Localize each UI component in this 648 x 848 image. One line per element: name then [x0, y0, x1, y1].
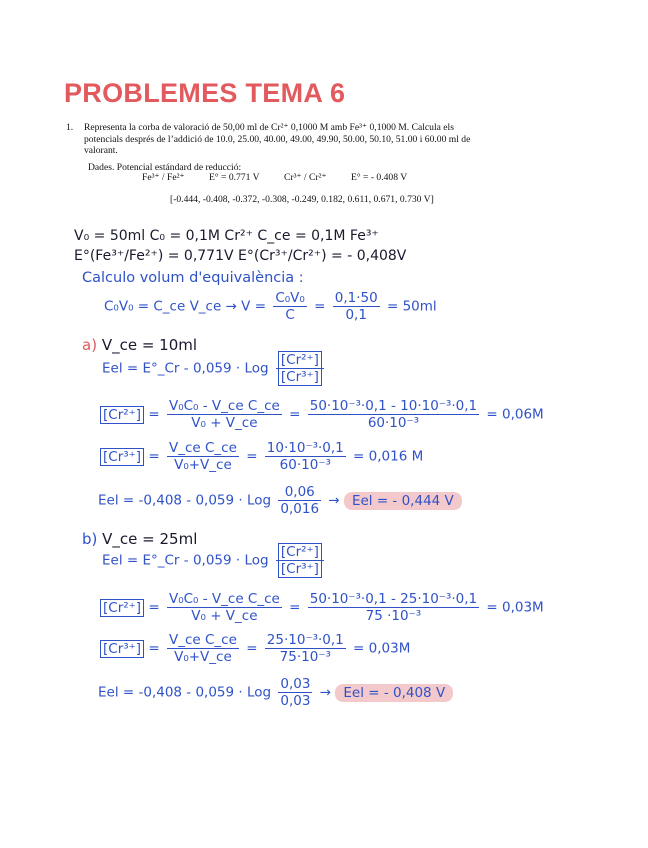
b-cr2-den: 75 ·10⁻³: [365, 608, 422, 624]
pot2-couple: Cr³⁺ / Cr²⁺: [284, 172, 327, 183]
standard-potentials: [142, 172, 429, 183]
b-final-fraction: [278, 676, 312, 709]
pot2-value: E° = - 0.408 V: [350, 172, 408, 183]
pot1-couple: Fe³⁺ / Fe²⁺: [142, 172, 185, 183]
b-box-cr2: [Cr²⁺]: [278, 543, 322, 561]
a-cr2-equation: [100, 398, 544, 431]
a-final-result: Eel = - 0,444 V: [344, 492, 462, 510]
eq-frac2-den: 0,1: [345, 307, 367, 323]
a-arrow: →: [328, 492, 340, 509]
eq-left: C₀V₀ = C_ce V_ce → V =: [104, 298, 267, 315]
b-cr2-box: [Cr²⁺]: [100, 599, 144, 617]
b-cr3-num: 25·10⁻³·0,1: [266, 632, 344, 648]
eq-frac1-den: C: [285, 307, 295, 323]
a-cr2-values: [308, 398, 479, 431]
b-cr3-expr-num: V_ce C_ce: [168, 632, 237, 648]
a-final-num: 0,06: [278, 484, 321, 501]
part-b-volume: V_ce = 25ml: [102, 530, 198, 548]
page-title: PROBLEMES TEMA 6: [64, 78, 346, 108]
b-box-cr3: [Cr³⁺]: [278, 560, 322, 578]
eq-frac1: [273, 290, 307, 323]
a-cr3-result: = 0,016 M: [353, 448, 424, 465]
a-cr3-expr: [167, 440, 239, 473]
b-cr3-expr-den: V₀+V_ce: [174, 649, 232, 665]
notes-line1: V₀ = 50ml C₀ = 0,1M Cr²⁺ C_ce = 0,1M Fe³⁺: [74, 228, 379, 244]
b-cr2-values: [308, 591, 479, 624]
b-eq3: =: [148, 640, 160, 657]
a-final-den: 0,016: [280, 501, 320, 517]
part-b-label: b): [82, 530, 98, 548]
a-nernst-equation: [102, 352, 327, 385]
b-cr3-box: [Cr³⁺]: [100, 640, 144, 658]
b-eq4: =: [246, 640, 258, 657]
a-cr2-num: 50·10⁻³·0,1 - 10·10⁻³·0,1: [309, 398, 478, 414]
a-box-cr2: [Cr²⁺]: [278, 351, 322, 369]
b-nernst-equation: [102, 544, 327, 577]
eq-sign: =: [314, 298, 326, 315]
a-cr2-box: [Cr²⁺]: [100, 406, 144, 424]
a-cr2-expr-den: V₀ + V_ce: [191, 415, 258, 431]
a-eq4: =: [246, 448, 258, 465]
a-cr2-result: = 0,06M: [486, 406, 544, 423]
problem-text: Representa la corba de valoració de 50,00 ml de Cr²⁺ 0,1000 M amb Fe³⁺ 0,1000 M. Calcula els potencials després de l’addició de 10.0, 25.00, 40.00, 49.00, 49.90, 50.00, 50.10, 51.00 i 60.00 ml de valorant.: [84, 122, 471, 156]
a-cr3-box: [Cr³⁺]: [100, 448, 144, 466]
b-cr2-result: = 0,03M: [486, 599, 544, 616]
b-final-den: 0,03: [280, 693, 311, 709]
b-cr3-result: = 0,03M: [353, 640, 411, 657]
b-cr2-num: 50·10⁻³·0,1 - 25·10⁻³·0,1: [309, 591, 478, 607]
a-eq2: =: [289, 406, 301, 423]
a-cr3-num: 10·10⁻³·0,1: [266, 440, 344, 456]
eq-result: = 50ml: [386, 298, 437, 315]
b-final-num: 0,03: [280, 676, 311, 692]
b-cr2-equation: [100, 591, 544, 624]
b-eq2: =: [289, 599, 301, 616]
b-log-fraction: [276, 544, 324, 577]
a-cr3-den: 60·10⁻³: [279, 457, 331, 473]
a-log-fraction: [276, 352, 324, 385]
b-cr2-expr-num: V₀C₀ - V_ce C_ce: [168, 591, 280, 607]
a-cr2-expr-num: V₀C₀ - V_ce C_ce: [168, 398, 280, 414]
answers-list: [-0.444, -0.408, -0.372, -0.308, -0.249, 0.182, 0.611, 0.671, 0.730 V]: [170, 194, 434, 205]
a-final-lhs: Eel = -0,408 - 0,059 · Log: [98, 492, 272, 509]
part-a-volume: V_ce = 10ml: [101, 336, 198, 354]
b-cr3-values: [265, 632, 346, 665]
eq-frac1-num: C₀V₀: [275, 290, 305, 306]
b-cr2-expr: [167, 591, 282, 624]
equivalence-title: Calculo volum d'equivalència :: [82, 270, 304, 286]
a-eq3: =: [148, 448, 160, 465]
a-cr2-expr: [167, 398, 282, 431]
a-cr3-expr-den: V₀+V_ce: [174, 457, 232, 473]
b-final-lhs: Eel = -0,408 - 0,059 · Log: [98, 684, 272, 701]
data-label: Dades. Potencial estándard de reducció:: [88, 162, 242, 173]
b-cr3-equation: [100, 632, 410, 665]
problem-number: 1.: [66, 122, 74, 133]
b-final-result: Eel = - 0,408 V: [335, 684, 453, 702]
part-a-label: a): [82, 336, 98, 354]
a-cr2-den: 60·10⁻³: [367, 415, 419, 431]
pot1-value: E° = 0.771 V: [208, 172, 260, 183]
eq-frac2: [333, 290, 380, 323]
a-cr3-expr-num: V_ce C_ce: [168, 440, 237, 456]
b-arrow: →: [319, 684, 332, 701]
b-final-equation: [98, 676, 453, 709]
a-cr3-equation: [100, 440, 423, 473]
a-eel-lhs: Eel = E°_Cr - 0,059 · Log: [102, 360, 269, 377]
b-eel-lhs: Eel = E°_Cr - 0,059 · Log: [102, 552, 269, 569]
b-eq1: =: [148, 599, 160, 616]
b-cr3-expr: [167, 632, 239, 665]
a-final-fraction: [278, 484, 321, 517]
a-cr3-values: [265, 440, 346, 473]
notes-line2: E°(Fe³⁺/Fe²⁺) = 0,771V E°(Cr³⁺/Cr²⁺) = - 0,408V: [74, 248, 407, 264]
b-cr2-expr-den: V₀ + V_ce: [191, 608, 258, 624]
eq-frac2-num: 0,1·50: [334, 290, 378, 306]
a-eq1: =: [148, 406, 160, 423]
a-box-cr3: [Cr³⁺]: [278, 368, 322, 386]
b-cr3-den: 75·10⁻³: [279, 649, 331, 665]
a-final-equation: [98, 484, 462, 517]
equivalence-equation: [104, 290, 437, 323]
